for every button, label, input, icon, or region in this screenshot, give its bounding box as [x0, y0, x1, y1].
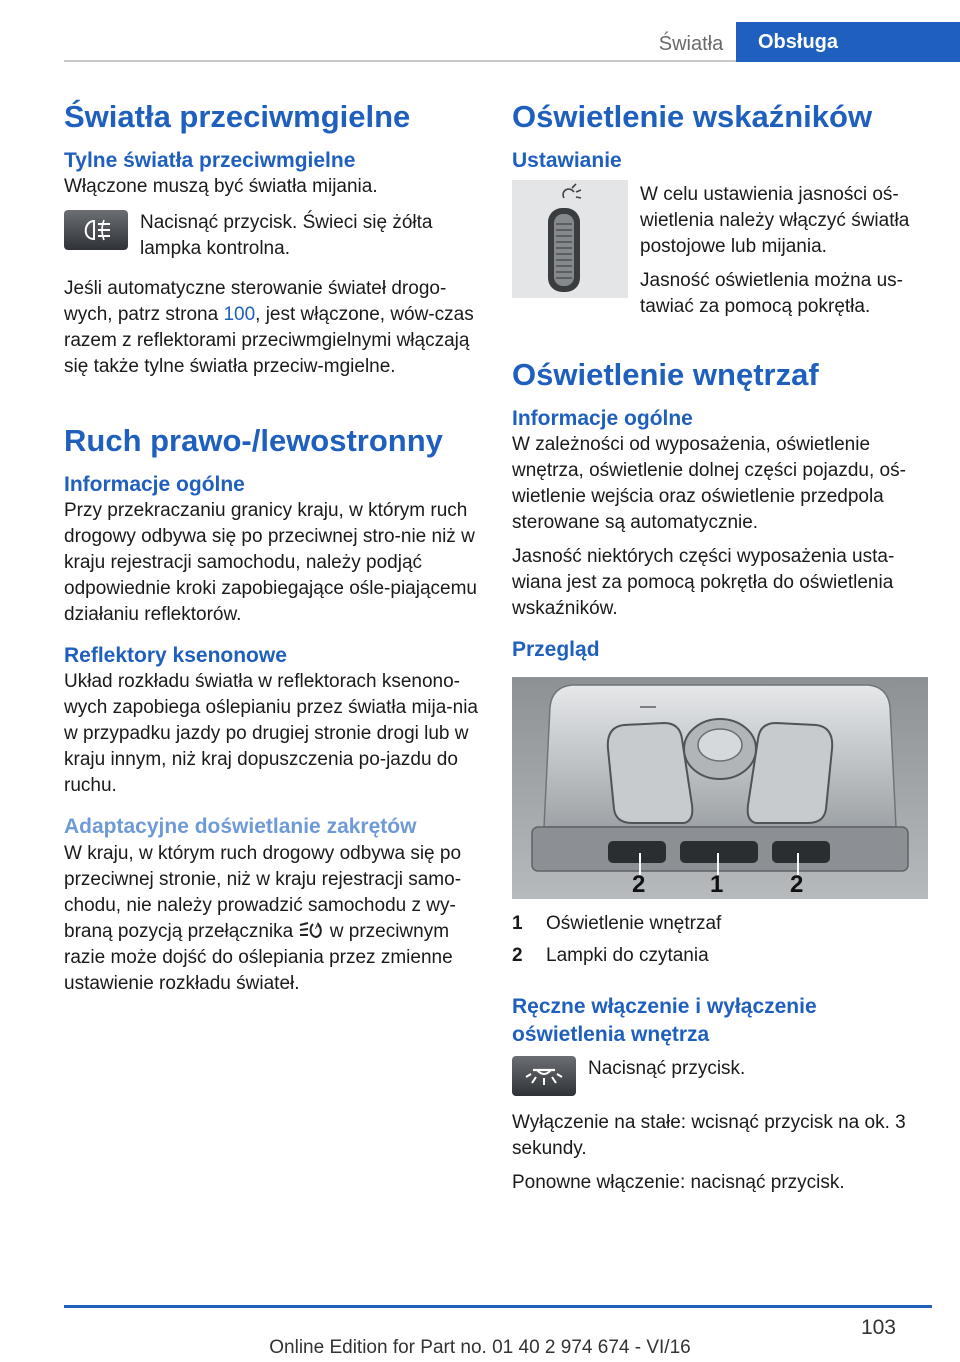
- permanent-off-paragraph: Wyłączenie na stałe: wcisnąć przycisk na ok. 3 sekundy.: [512, 1111, 906, 1159]
- page-link-100[interactable]: 100: [223, 304, 256, 326]
- heading-fog-lights: Światła przeciwmgielne: [64, 99, 411, 134]
- heading-general-info-right: Informacje ogólne: [512, 406, 693, 430]
- interior-light-photo: [512, 677, 928, 899]
- header-section-label: Światła: [658, 33, 724, 55]
- footer-rule: [64, 1305, 932, 1308]
- photo-label-left: 2: [632, 871, 646, 899]
- heading-adaptive-cornering: Adaptacyjne doświetlanie zakrętów: [64, 815, 417, 839]
- heading-overview: Przegląd: [512, 638, 600, 662]
- header-chapter-tab: Obsługa: [736, 22, 960, 62]
- adaptive-cornering-paragraph: W kraju, w którym ruch drogowy odbywa się po przeciwnej stronie, niż w kraju rejestracji samo-chodu, nie należy prowadzić samochodu z wy-braną pozycją przełącznika A w przeciwnym razie może dojść do oślepiania przez zmienne ustawienie rozkładu świateł.: [64, 842, 462, 994]
- interior-light-button-icon: [512, 1056, 576, 1096]
- heading-setting: Ustawianie: [512, 148, 622, 172]
- xenon-paragraph: Układ rozkładu światła w reflektorach ksenono-wych zapobiega oślepianiu przez światła mija-nia w przypadku jazdy po drugiej stronie drogi lub w kraju innym, niż kraj dopuszczenia po-jazdu do ruchu.: [64, 671, 478, 797]
- photo-label-center: 1: [710, 871, 724, 899]
- rear-fog-button-icon: [64, 210, 128, 250]
- heading-right-left-traffic: Ruch prawo-/lewostronny: [64, 423, 443, 459]
- manual-press-text: Nacisnąć przycisk.: [588, 1057, 746, 1079]
- rear-fog-press-text: Nacisnąć przycisk. Świeci się żółta lampka kontrolna.: [140, 212, 433, 260]
- general-info-paragraph-right-2: Jasność niektórych części wyposażenia usta-wiana jest za pomocą pokrętła do oświetlenia wskaźników.: [512, 546, 895, 620]
- setting-paragraph-2: Jasność oświetlenia można us-tawiać za pomocą pokrętła.: [640, 270, 903, 318]
- auto-headlight-paragraph: Jeśli automatyczne sterowanie świateł drogo-wych, patrz strona 100, jest włączone, wów-czas razem z reflektorami przeciwmgielnymi włączają się także tylne światła przeciw-mgielne.: [64, 278, 474, 378]
- edition-line: Online Edition for Part no. 01 40 2 974 674 - VI/16: [269, 1337, 691, 1358]
- heading-interior-lighting: Oświetlenie wnętrzaf: [512, 357, 819, 393]
- heading-general-info-left: Informacje ogólne: [64, 472, 245, 496]
- heading-manual-switch: Ręczne włączenie i wyłączenie oświetlenia wnętrza: [512, 995, 817, 1046]
- switch-on-again-paragraph: Ponowne włączenie: nacisnąć przycisk.: [512, 1171, 845, 1193]
- rear-fog-intro: Włączone muszą być światła mijania.: [64, 176, 378, 198]
- legend-text: Lampki do czytania: [546, 945, 709, 967]
- heading-instrument-lighting: Oświetlenie wskaźników: [512, 99, 873, 134]
- right-column: [512, 98, 932, 1196]
- heading-xenon-headlights: Reflektory ksenonowe: [64, 644, 287, 668]
- left-column: [64, 98, 478, 997]
- general-info-paragraph-right-1: W zależności od wyposażenia, oświetlenie wnętrza, oświetlenie dolnej części pojazdu, oś-wietlenie wejścia oraz oświetlenie przedpola sterowane są automatycznie.: [512, 434, 906, 534]
- legend-text: Oświetlenie wnętrzaf: [546, 913, 722, 935]
- heading-rear-fog-lights: Tylne światła przeciwmgielne: [64, 148, 356, 172]
- setting-paragraph-1: W celu ustawienia jasności oś-wietlenia należy włączyć światła postojowe lub mijania.: [640, 184, 910, 258]
- legend-number: 2: [512, 945, 523, 967]
- brightness-knob-image: [512, 180, 628, 298]
- photo-legend: [512, 911, 932, 969]
- photo-label-right: 2: [790, 871, 804, 899]
- general-info-paragraph-left: Przy przekraczaniu granicy kraju, w którym ruch drogowy odbywa się po przeciwnej stro-nie niż w kraju rejestracji samochodu, należy podjąć odpowiednie kroki zapobiegające ośle-piającemu działaniu reflektorów.: [64, 500, 477, 626]
- adaptive-light-switch-icon: [298, 920, 324, 940]
- page-number: 103: [860, 1316, 896, 1339]
- svg-text:A: A: [315, 920, 322, 931]
- legend-number: 1: [512, 913, 523, 935]
